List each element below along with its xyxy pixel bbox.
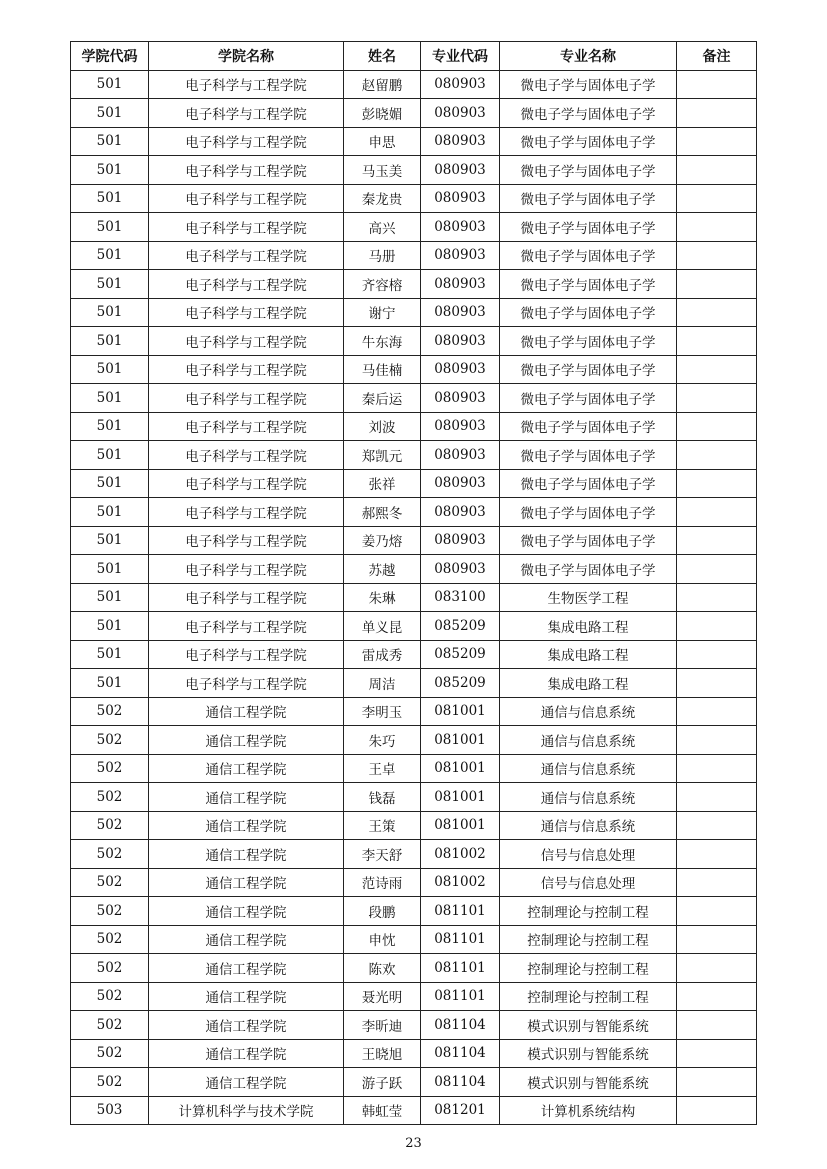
college-name-cell: 通信工程学院 (149, 1039, 344, 1068)
major-code-cell: 081104 (421, 1039, 500, 1068)
remarks-cell (677, 469, 757, 498)
college-code-cell: 501 (71, 99, 149, 128)
remarks-cell (677, 526, 757, 555)
college-name-cell: 电子科学与工程学院 (149, 327, 344, 356)
major-name-cell: 通信与信息系统 (500, 754, 677, 783)
college-code-cell: 502 (71, 783, 149, 812)
college-name-cell: 电子科学与工程学院 (149, 127, 344, 156)
major-code-cell: 080903 (421, 270, 500, 299)
table-row (71, 982, 757, 1011)
major-name-cell: 集成电路工程 (500, 612, 677, 641)
major-name-cell: 微电子学与固体电子学 (500, 127, 677, 156)
remarks-cell (677, 355, 757, 384)
remarks-cell (677, 811, 757, 840)
remarks-cell (677, 70, 757, 99)
remarks-cell (677, 1039, 757, 1068)
table-row (71, 270, 757, 299)
remarks-cell (677, 127, 757, 156)
college-name-cell: 电子科学与工程学院 (149, 384, 344, 413)
college-name-cell: 通信工程学院 (149, 925, 344, 954)
student-name-cell: 李昕迪 (344, 1011, 421, 1040)
remarks-cell (677, 925, 757, 954)
table-row (71, 384, 757, 413)
major-code-cell: 080903 (421, 298, 500, 327)
college-name-cell: 通信工程学院 (149, 811, 344, 840)
college-code-cell: 503 (71, 1096, 149, 1125)
table-row (71, 1068, 757, 1097)
student-name-cell: 苏越 (344, 555, 421, 584)
table-row (71, 697, 757, 726)
student-name-cell: 谢宁 (344, 298, 421, 327)
remarks-cell (677, 612, 757, 641)
student-name-cell: 范诗雨 (344, 868, 421, 897)
page-number: 23 (405, 1136, 422, 1151)
college-name-cell: 电子科学与工程学院 (149, 241, 344, 270)
college-code-cell: 502 (71, 954, 149, 983)
remarks-cell (677, 441, 757, 470)
college-name-cell: 计算机科学与技术学院 (149, 1096, 344, 1125)
remarks-cell (677, 840, 757, 869)
major-code-cell: 081001 (421, 697, 500, 726)
remarks-cell (677, 868, 757, 897)
student-name-cell: 钱磊 (344, 783, 421, 812)
major-code-cell: 081002 (421, 868, 500, 897)
major-name-cell: 模式识别与智能系统 (500, 1011, 677, 1040)
remarks-cell (677, 897, 757, 926)
college-code-cell: 501 (71, 441, 149, 470)
student-name-cell: 齐容榕 (344, 270, 421, 299)
header-remarks: 备注 (677, 42, 757, 71)
student-name-cell: 马玉美 (344, 156, 421, 185)
remarks-cell (677, 669, 757, 698)
table-header-row (71, 42, 757, 71)
major-code-cell: 080903 (421, 355, 500, 384)
header-college-name: 学院名称 (149, 42, 344, 71)
table-row (71, 469, 757, 498)
college-name-cell: 电子科学与工程学院 (149, 70, 344, 99)
header-major-code: 专业代码 (421, 42, 500, 71)
remarks-cell (677, 697, 757, 726)
table-row (71, 127, 757, 156)
student-name-cell: 单义昆 (344, 612, 421, 641)
major-name-cell: 控制理论与控制工程 (500, 925, 677, 954)
college-code-cell: 501 (71, 156, 149, 185)
major-name-cell: 微电子学与固体电子学 (500, 213, 677, 242)
remarks-cell (677, 327, 757, 356)
major-name-cell: 微电子学与固体电子学 (500, 526, 677, 555)
college-name-cell: 电子科学与工程学院 (149, 612, 344, 641)
major-name-cell: 微电子学与固体电子学 (500, 355, 677, 384)
table-row (71, 1039, 757, 1068)
major-code-cell: 080903 (421, 555, 500, 584)
table-row (71, 184, 757, 213)
college-code-cell: 502 (71, 754, 149, 783)
college-name-cell: 电子科学与工程学院 (149, 555, 344, 584)
major-name-cell: 微电子学与固体电子学 (500, 441, 677, 470)
student-name-cell: 姜乃熔 (344, 526, 421, 555)
college-name-cell: 通信工程学院 (149, 954, 344, 983)
college-name-cell: 通信工程学院 (149, 1068, 344, 1097)
table-row (71, 526, 757, 555)
college-name-cell: 通信工程学院 (149, 754, 344, 783)
college-name-cell: 电子科学与工程学院 (149, 298, 344, 327)
table-row (71, 213, 757, 242)
college-name-cell: 通信工程学院 (149, 697, 344, 726)
table-row (71, 783, 757, 812)
major-name-cell: 微电子学与固体电子学 (500, 99, 677, 128)
major-code-cell: 081002 (421, 840, 500, 869)
major-name-cell: 集成电路工程 (500, 669, 677, 698)
college-name-cell: 电子科学与工程学院 (149, 469, 344, 498)
major-code-cell: 081001 (421, 754, 500, 783)
remarks-cell (677, 184, 757, 213)
college-code-cell: 501 (71, 355, 149, 384)
student-name-cell: 牛东海 (344, 327, 421, 356)
major-name-cell: 信号与信息处理 (500, 840, 677, 869)
college-code-cell: 502 (71, 1068, 149, 1097)
college-name-cell: 电子科学与工程学院 (149, 270, 344, 299)
major-name-cell: 微电子学与固体电子学 (500, 241, 677, 270)
college-name-cell: 通信工程学院 (149, 1011, 344, 1040)
student-name-cell: 马佳楠 (344, 355, 421, 384)
major-code-cell: 080903 (421, 99, 500, 128)
table-row (71, 925, 757, 954)
student-name-cell: 陈欢 (344, 954, 421, 983)
college-code-cell: 501 (71, 298, 149, 327)
table-row (71, 868, 757, 897)
college-code-cell: 502 (71, 925, 149, 954)
major-code-cell: 081101 (421, 925, 500, 954)
student-name-cell: 高兴 (344, 213, 421, 242)
major-code-cell: 085209 (421, 612, 500, 641)
major-code-cell: 080903 (421, 526, 500, 555)
table-row (71, 555, 757, 584)
major-name-cell: 微电子学与固体电子学 (500, 327, 677, 356)
header-major-name: 专业名称 (500, 42, 677, 71)
remarks-cell (677, 783, 757, 812)
major-code-cell: 085209 (421, 640, 500, 669)
remarks-cell (677, 982, 757, 1011)
major-name-cell: 微电子学与固体电子学 (500, 555, 677, 584)
student-name-cell: 秦龙贵 (344, 184, 421, 213)
table-row (71, 298, 757, 327)
remarks-cell (677, 555, 757, 584)
major-name-cell: 微电子学与固体电子学 (500, 412, 677, 441)
major-code-cell: 080903 (421, 441, 500, 470)
table-row (71, 355, 757, 384)
college-code-cell: 501 (71, 469, 149, 498)
college-code-cell: 502 (71, 726, 149, 755)
major-name-cell: 集成电路工程 (500, 640, 677, 669)
table-row (71, 1096, 757, 1125)
college-code-cell: 501 (71, 640, 149, 669)
major-name-cell: 微电子学与固体电子学 (500, 184, 677, 213)
student-name-cell: 段鹏 (344, 897, 421, 926)
student-name-cell: 赵留鹏 (344, 70, 421, 99)
student-name-cell: 彭晓媚 (344, 99, 421, 128)
remarks-cell (677, 583, 757, 612)
major-code-cell: 081101 (421, 982, 500, 1011)
major-name-cell: 通信与信息系统 (500, 726, 677, 755)
college-name-cell: 通信工程学院 (149, 783, 344, 812)
remarks-cell (677, 954, 757, 983)
college-name-cell: 电子科学与工程学院 (149, 99, 344, 128)
major-code-cell: 080903 (421, 384, 500, 413)
remarks-cell (677, 270, 757, 299)
college-code-cell: 501 (71, 384, 149, 413)
student-name-cell: 张祥 (344, 469, 421, 498)
major-code-cell: 080903 (421, 127, 500, 156)
student-name-cell: 王策 (344, 811, 421, 840)
major-name-cell: 信号与信息处理 (500, 868, 677, 897)
college-name-cell: 电子科学与工程学院 (149, 441, 344, 470)
student-name-cell: 刘波 (344, 412, 421, 441)
table-row (71, 840, 757, 869)
student-name-cell: 朱琳 (344, 583, 421, 612)
table-row (71, 612, 757, 641)
college-code-cell: 501 (71, 70, 149, 99)
major-code-cell: 081201 (421, 1096, 500, 1125)
college-code-cell: 501 (71, 555, 149, 584)
remarks-cell (677, 1011, 757, 1040)
major-code-cell: 080903 (421, 412, 500, 441)
major-name-cell: 生物医学工程 (500, 583, 677, 612)
college-name-cell: 电子科学与工程学院 (149, 412, 344, 441)
remarks-cell (677, 384, 757, 413)
student-name-cell: 郑凯元 (344, 441, 421, 470)
college-code-cell: 502 (71, 1039, 149, 1068)
student-name-cell: 周洁 (344, 669, 421, 698)
major-code-cell: 080903 (421, 70, 500, 99)
college-name-cell: 电子科学与工程学院 (149, 213, 344, 242)
student-name-cell: 李天舒 (344, 840, 421, 869)
major-name-cell: 通信与信息系统 (500, 811, 677, 840)
major-code-cell: 081104 (421, 1068, 500, 1097)
student-name-cell: 郝熙冬 (344, 498, 421, 527)
college-code-cell: 501 (71, 327, 149, 356)
college-code-cell: 501 (71, 213, 149, 242)
major-name-cell: 控制理论与控制工程 (500, 982, 677, 1011)
student-name-cell: 游子跃 (344, 1068, 421, 1097)
major-code-cell: 080903 (421, 156, 500, 185)
college-name-cell: 电子科学与工程学院 (149, 355, 344, 384)
student-name-cell: 秦后运 (344, 384, 421, 413)
major-code-cell: 081001 (421, 811, 500, 840)
college-name-cell: 电子科学与工程学院 (149, 669, 344, 698)
table-row (71, 441, 757, 470)
college-code-cell: 501 (71, 583, 149, 612)
student-name-cell: 马册 (344, 241, 421, 270)
table-row (71, 583, 757, 612)
college-name-cell: 电子科学与工程学院 (149, 526, 344, 555)
remarks-cell (677, 156, 757, 185)
college-code-cell: 501 (71, 612, 149, 641)
college-code-cell: 502 (71, 697, 149, 726)
college-code-cell: 502 (71, 982, 149, 1011)
major-code-cell: 085209 (421, 669, 500, 698)
college-code-cell: 501 (71, 498, 149, 527)
college-name-cell: 电子科学与工程学院 (149, 184, 344, 213)
remarks-cell (677, 1096, 757, 1125)
table-row (71, 954, 757, 983)
major-code-cell: 080903 (421, 184, 500, 213)
major-name-cell: 微电子学与固体电子学 (500, 384, 677, 413)
major-name-cell: 微电子学与固体电子学 (500, 469, 677, 498)
table-row (71, 1011, 757, 1040)
remarks-cell (677, 298, 757, 327)
table-row (71, 811, 757, 840)
major-code-cell: 080903 (421, 469, 500, 498)
college-name-cell: 电子科学与工程学院 (149, 498, 344, 527)
major-name-cell: 模式识别与智能系统 (500, 1039, 677, 1068)
major-code-cell: 081104 (421, 1011, 500, 1040)
college-name-cell: 电子科学与工程学院 (149, 640, 344, 669)
remarks-cell (677, 1068, 757, 1097)
major-name-cell: 控制理论与控制工程 (500, 954, 677, 983)
college-code-cell: 501 (71, 270, 149, 299)
header-college-code: 学院代码 (71, 42, 149, 71)
college-code-cell: 501 (71, 241, 149, 270)
college-name-cell: 通信工程学院 (149, 726, 344, 755)
major-code-cell: 081101 (421, 897, 500, 926)
college-name-cell: 通信工程学院 (149, 982, 344, 1011)
remarks-cell (677, 754, 757, 783)
college-code-cell: 502 (71, 811, 149, 840)
student-name-cell: 申思 (344, 127, 421, 156)
table-row (71, 412, 757, 441)
major-code-cell: 081001 (421, 783, 500, 812)
major-name-cell: 计算机系统结构 (500, 1096, 677, 1125)
student-name-cell: 申忱 (344, 925, 421, 954)
college-code-cell: 501 (71, 412, 149, 441)
table-row (71, 640, 757, 669)
major-name-cell: 微电子学与固体电子学 (500, 498, 677, 527)
remarks-cell (677, 213, 757, 242)
table-row (71, 99, 757, 128)
table-row (71, 754, 757, 783)
table-row (71, 327, 757, 356)
college-code-cell: 502 (71, 868, 149, 897)
remarks-cell (677, 412, 757, 441)
college-name-cell: 电子科学与工程学院 (149, 156, 344, 185)
major-name-cell: 控制理论与控制工程 (500, 897, 677, 926)
header-student-name: 姓名 (344, 42, 421, 71)
college-name-cell: 电子科学与工程学院 (149, 583, 344, 612)
table-row (71, 156, 757, 185)
college-name-cell: 通信工程学院 (149, 840, 344, 869)
major-code-cell: 080903 (421, 327, 500, 356)
major-code-cell: 080903 (421, 241, 500, 270)
major-name-cell: 通信与信息系统 (500, 697, 677, 726)
major-name-cell: 微电子学与固体电子学 (500, 156, 677, 185)
major-name-cell: 微电子学与固体电子学 (500, 298, 677, 327)
student-name-cell: 雷成秀 (344, 640, 421, 669)
table-row (71, 241, 757, 270)
major-code-cell: 083100 (421, 583, 500, 612)
student-name-cell: 聂光明 (344, 982, 421, 1011)
remarks-cell (677, 640, 757, 669)
college-code-cell: 501 (71, 669, 149, 698)
table-row (71, 70, 757, 99)
table-row (71, 669, 757, 698)
college-code-cell: 502 (71, 897, 149, 926)
student-name-cell: 王卓 (344, 754, 421, 783)
table-row (71, 897, 757, 926)
college-code-cell: 501 (71, 526, 149, 555)
remarks-cell (677, 498, 757, 527)
student-name-cell: 韩虹莹 (344, 1096, 421, 1125)
college-code-cell: 502 (71, 1011, 149, 1040)
major-name-cell: 模式识别与智能系统 (500, 1068, 677, 1097)
major-name-cell: 通信与信息系统 (500, 783, 677, 812)
college-code-cell: 501 (71, 127, 149, 156)
college-code-cell: 502 (71, 840, 149, 869)
college-code-cell: 501 (71, 184, 149, 213)
remarks-cell (677, 241, 757, 270)
major-code-cell: 081101 (421, 954, 500, 983)
major-name-cell: 微电子学与固体电子学 (500, 70, 677, 99)
college-name-cell: 通信工程学院 (149, 897, 344, 926)
college-name-cell: 通信工程学院 (149, 868, 344, 897)
remarks-cell (677, 726, 757, 755)
remarks-cell (677, 99, 757, 128)
student-name-cell: 朱巧 (344, 726, 421, 755)
major-name-cell: 微电子学与固体电子学 (500, 270, 677, 299)
major-code-cell: 080903 (421, 213, 500, 242)
major-code-cell: 081001 (421, 726, 500, 755)
admission-list-table (70, 41, 757, 1125)
student-name-cell: 王晓旭 (344, 1039, 421, 1068)
table-row (71, 498, 757, 527)
major-code-cell: 080903 (421, 498, 500, 527)
student-name-cell: 李明玉 (344, 697, 421, 726)
table-row (71, 726, 757, 755)
